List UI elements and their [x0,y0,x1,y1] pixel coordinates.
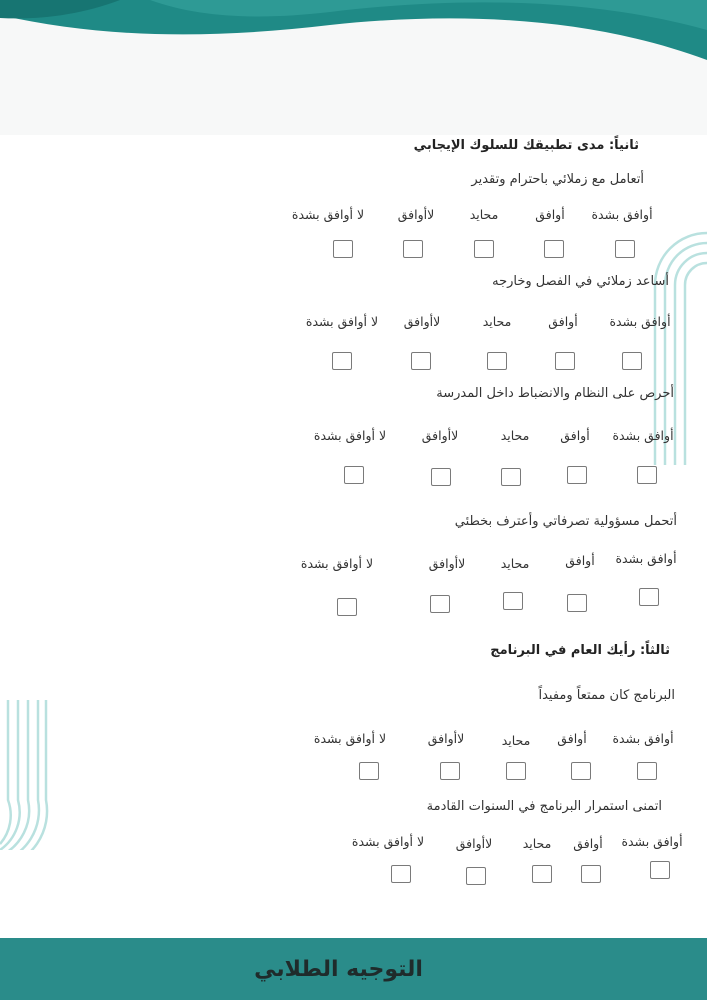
q1-option-neutral-label: محايد [469,207,499,222]
q6-checkbox-strongly-agree[interactable] [650,861,670,879]
q1-checkbox-strongly-agree[interactable] [615,240,635,258]
q2-option-disagree-label: لاأوافق [403,314,441,329]
q3-option-agree-label: أوافق [560,428,590,443]
q5-checkbox-strongly-agree[interactable] [637,762,657,780]
q1-checkbox-neutral[interactable] [474,240,494,258]
q5-checkbox-disagree[interactable] [440,762,460,780]
question-4-text: أتحمل مسؤولية تصرفاتي وأعترف بخطئي [454,514,677,529]
q1-checkbox-agree[interactable] [544,240,564,258]
q6-option-neutral-label: محايد [522,836,552,851]
q4-checkbox-neutral[interactable] [503,592,523,610]
q2-option-strongly-disagree-label: لا أوافق بشدة [305,314,379,329]
q5-option-agree-label: أوافق [557,731,587,746]
q6-option-strongly-agree-label: أوافق بشدة [621,834,683,849]
question-3-text: أحرص على النظام والانضباط داخل المدرسة [436,386,674,401]
q5-option-neutral-label: محايد [501,733,531,748]
q4-option-disagree-label: لاأوافق [428,556,466,571]
q3-checkbox-strongly-disagree[interactable] [344,466,364,484]
q6-option-agree-label: أوافق [573,836,603,851]
q4-checkbox-strongly-agree[interactable] [639,588,659,606]
header-wave-decoration [0,0,707,135]
q3-option-strongly-disagree-label: لا أوافق بشدة [313,428,387,443]
q3-checkbox-agree[interactable] [567,466,587,484]
section-title-general-opinion: ثالثاً: رأيك العام في البرنامج [490,643,670,658]
q1-option-disagree-label: لاأوافق [397,207,435,222]
q1-checkbox-strongly-disagree[interactable] [333,240,353,258]
q4-option-agree-label: أوافق [565,553,595,568]
q1-option-strongly-disagree-label: لا أوافق بشدة [291,207,365,222]
question-5-text: البرنامج كان ممتعاً ومفيداً [538,688,675,703]
q3-option-strongly-agree-label: أوافق بشدة [612,428,674,443]
left-arc-decoration [0,700,50,854]
q2-checkbox-strongly-disagree[interactable] [332,352,352,370]
q5-checkbox-neutral[interactable] [506,762,526,780]
q3-option-disagree-label: لاأوافق [421,428,459,443]
q2-option-agree-label: أوافق [548,314,578,329]
q4-checkbox-disagree[interactable] [430,595,450,613]
q3-checkbox-disagree[interactable] [431,468,451,486]
q4-option-strongly-agree-label: أوافق بشدة [615,551,677,566]
q2-option-neutral-label: محايد [482,314,512,329]
question-6-text: اتمنى استمرار البرنامج في السنوات القادمة [426,799,662,814]
footer-banner [0,938,707,1000]
question-1-text: أتعامل مع زملائي باحترام وتقدير [471,172,644,187]
q6-option-disagree-label: لاأوافق [455,836,493,851]
q4-option-neutral-label: محايد [500,556,530,571]
q3-option-neutral-label: محايد [500,428,530,443]
q4-checkbox-strongly-disagree[interactable] [337,598,357,616]
question-2-text: أساعد زملائي في الفصل وخارجه [492,274,669,289]
q6-checkbox-strongly-disagree[interactable] [391,865,411,883]
q5-option-strongly-disagree-label: لا أوافق بشدة [313,731,387,746]
q6-checkbox-disagree[interactable] [466,867,486,885]
q2-checkbox-neutral[interactable] [487,352,507,370]
q6-checkbox-neutral[interactable] [532,865,552,883]
q2-checkbox-disagree[interactable] [411,352,431,370]
q4-option-strongly-disagree-label: لا أوافق بشدة [300,556,374,571]
q2-checkbox-agree[interactable] [555,352,575,370]
q5-option-disagree-label: لاأوافق [427,731,465,746]
q5-option-strongly-agree-label: أوافق بشدة [612,731,674,746]
q1-option-strongly-agree-label: أوافق بشدة [591,207,653,222]
q4-checkbox-agree[interactable] [567,594,587,612]
footer-title: التوجيه الطلابي [254,956,423,982]
q3-checkbox-strongly-agree[interactable] [637,466,657,484]
q6-checkbox-agree[interactable] [581,865,601,883]
q1-option-agree-label: أوافق [535,207,565,222]
q2-option-strongly-agree-label: أوافق بشدة [609,314,671,329]
section-title-positive-behavior: ثانياً: مدى تطبيقك للسلوك الإيجابي [413,138,639,153]
q5-checkbox-agree[interactable] [571,762,591,780]
q6-option-strongly-disagree-label: لا أوافق بشدة [351,834,425,849]
q3-checkbox-neutral[interactable] [501,468,521,486]
q2-checkbox-strongly-agree[interactable] [622,352,642,370]
q5-checkbox-strongly-disagree[interactable] [359,762,379,780]
q1-checkbox-disagree[interactable] [403,240,423,258]
